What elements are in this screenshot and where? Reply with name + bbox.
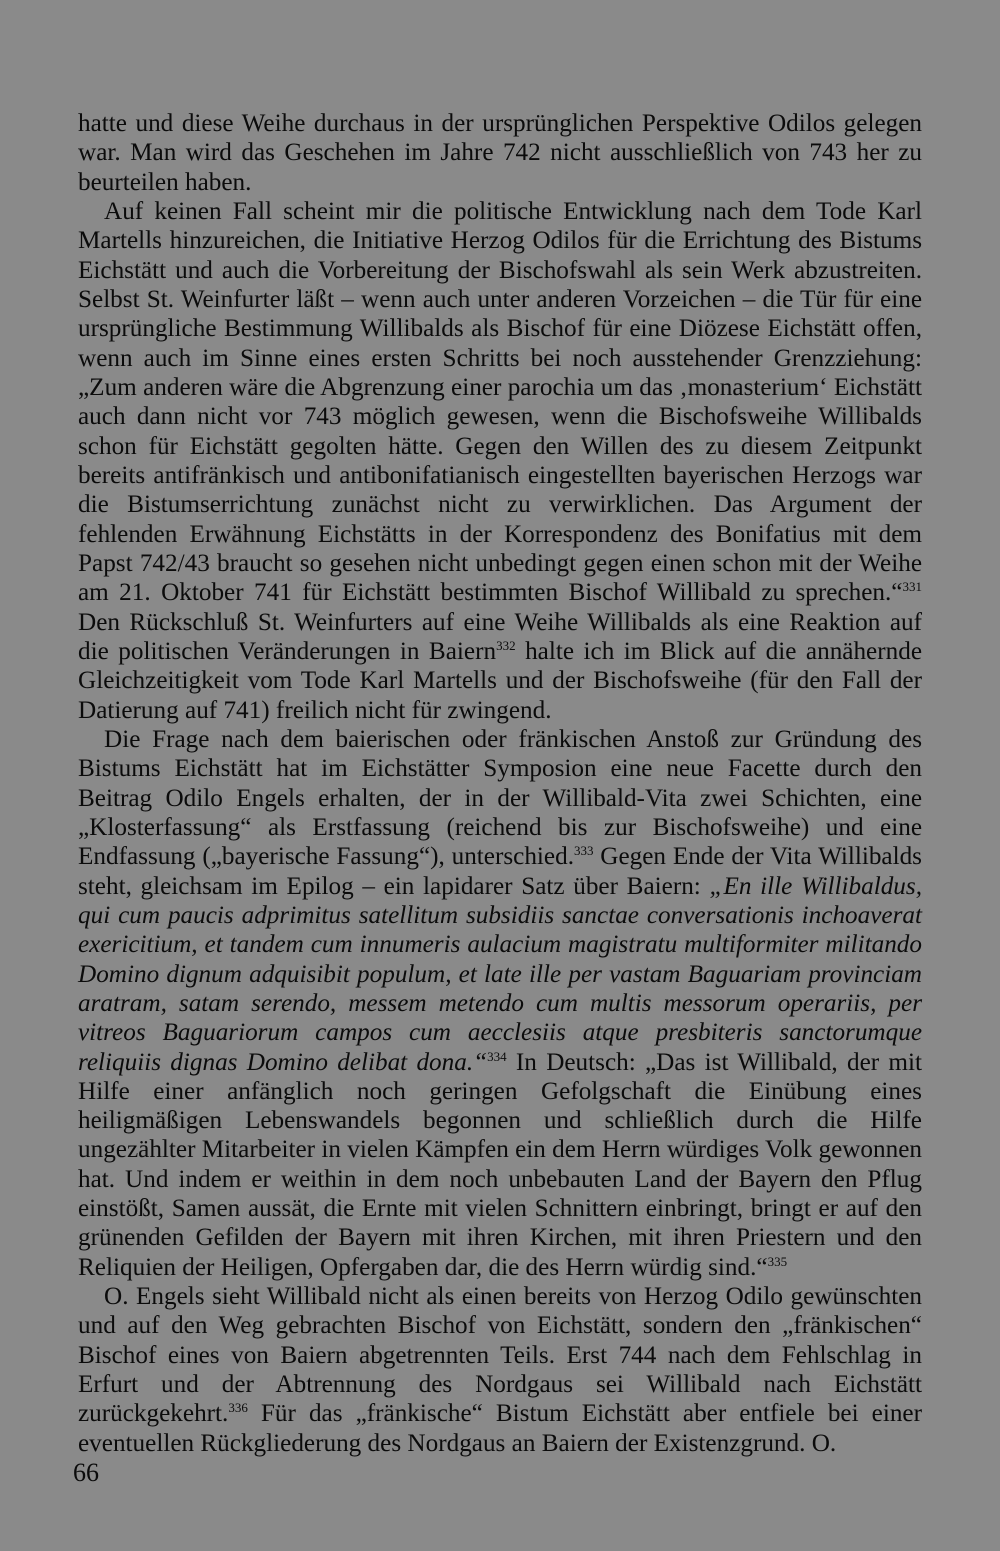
paragraph-2 [78,197,922,725]
text-run: halte ich im Blick auf die annähernde Gleichzeitigkeit vom Tode Karl Martells und der Bischofsweihe (für den Fall der Datierung auf 741) freilich nicht für zwingend. [78,637,922,724]
text-run: Den Rückschluß St. Weinfurters auf eine Weihe Willibalds als eine Reaktion auf die politischen Veränderungen in Baiern [78,608,922,665]
footnote-marker: 335 [767,1253,788,1269]
latin-quotation: „En ille Willibaldus, qui cum paucis adprimitus satellitum subsidiis sanctae conversationis inchoaverat exericitium, et tandem cum innumeris aulacium magistratu multiformiter militando Domino dignum adquisibit populum, et late ille per vastam Baguariam provinciam aratram, satam serendo, messem metendo cum multis messorum operariis, per vitreos Baguariorum campos cum aecclesiis atque presbiteris sanctorumque reliquiis dignas Domino delibat dona.“ [78,872,923,1076]
paragraph-4 [78,1282,922,1458]
text-run: Auf keinen Fall scheint mir die politische Entwicklung nach dem Tode Karl Martells hinzureichen, die Initiative Herzog Odilos für die Errichtung des Bistums Eichstätt und auch die Vorbereitung der Bischofswahl als sein Werk abzustreiten. Selbst St. Weinfurter läßt – wenn auch unter anderen Vorzeichen – die Tür für eine ursprüngliche Bestimmung Willibalds als Bischof für eine Diözese Eichstätt offen, wenn auch im Sinne eines ersten Schritts bei noch ausstehender Grenzziehung: „Zum anderen wäre die Abgrenzung einer parochia um das ‚monasterium‘ Eichstätt auch dann nicht vor 743 möglich gewesen, wenn die Bischofsweihe Willibalds schon für Eichstätt gegolten hätte. Gegen den Willen des zu diesem Zeitpunkt bereits antifränkisch und antibonifatianisch eingestellten bayerischen Herzogs war die Bistumserrichtung zunächst nicht zu verwirklichen. Das Argument der fehlenden Erwähnung Eichstätts in der Korrespondenz des Bonifatius mit dem Papst 742/43 braucht so gesehen nicht unbedingt gegen einen schon mit der Weihe am 21. Oktober 741 für Eichstätt bestimmten Bischof Willibald zu sprechen.“ [78,197,922,607]
text-run: Gegen Ende der Vita Willibalds steht, gleichsam im Epilog – ein lapidarer Satz über Baiern: [78,843,922,900]
text-run: hatte und diese Weihe durchaus in der ursprünglichen Perspektive Odilos gelegen war. Man wird das Geschehen im Jahre 742 nicht ausschließlich von 743 her zu beurteilen haben. [78,110,922,196]
text-run: O. Engels sieht Willibald nicht als einen bereits von Herzog Odilo gewünschten und auf den Weg gebrachten Bischof von Eichstätt, sondern den „fränkischen“ Bischof eines von Baiern abgetrennten Teils. Erst 744 nach dem Fehlschlag in Erfurt und der Abtrennung des Nordgaus sei Willibald nach Eichstätt zurückgekehrt. [78,1283,922,1428]
text-run: Die Frage nach dem baierischen oder fränkischen Anstoß zur Gründung des Bistums Eichstätt hat im Eichstätter Symposion eine neue Facette durch den Beitrag Odilo Engels erhalten, der in der Willibald-Vita zwei Schichten, eine „Klosterfassung“ als Erstfassung (reichend bis zur Bischofsweihe) und eine Endfassung („bayerische Fassung“), unterschied. [78,725,922,871]
page-number: 66 [73,1458,99,1487]
footnote-marker: 333 [574,843,594,859]
footnote-marker: 334 [487,1048,507,1064]
paragraph-3 [78,725,922,1282]
footnote-marker: 336 [228,1400,248,1416]
text-run: In Deutsch: „Das ist Willibald, der mit Hilfe einer anfänglich noch geringen Gefolgschaft die Einübung eines heiligmäßigen Lebenswandels begonnen und schließlich durch die Hilfe ungezählter Mitarbeiter in vielen Kämpfen ein dem Herrn würdiges Volk gewonnen hat. Und indem er weithin in dem noch unbebauten Land der Bayern den Pflug einstößt, Samen aussät, die Ernte mit vielen Schnittern einbringt, bringt er auf den grünenden Gefilden der Bayern mit ihren Kirchen, mit ihren Priestern und den Reliquien der Heiligen, Opfergaben dar, die des Herrn würdig sind.“ [78,1048,923,1281]
footnote-marker: 332 [496,637,516,653]
footnote-marker: 331 [902,579,922,595]
text-run: Für das „fränkische“ Bistum Eichstätt aber entfiele bei einer eventuellen Rückgliederung des Nordgaus an Baiern der Existenzgrund. O. [78,1400,922,1457]
body-text [78,109,922,1458]
paragraph-1 [78,109,922,197]
